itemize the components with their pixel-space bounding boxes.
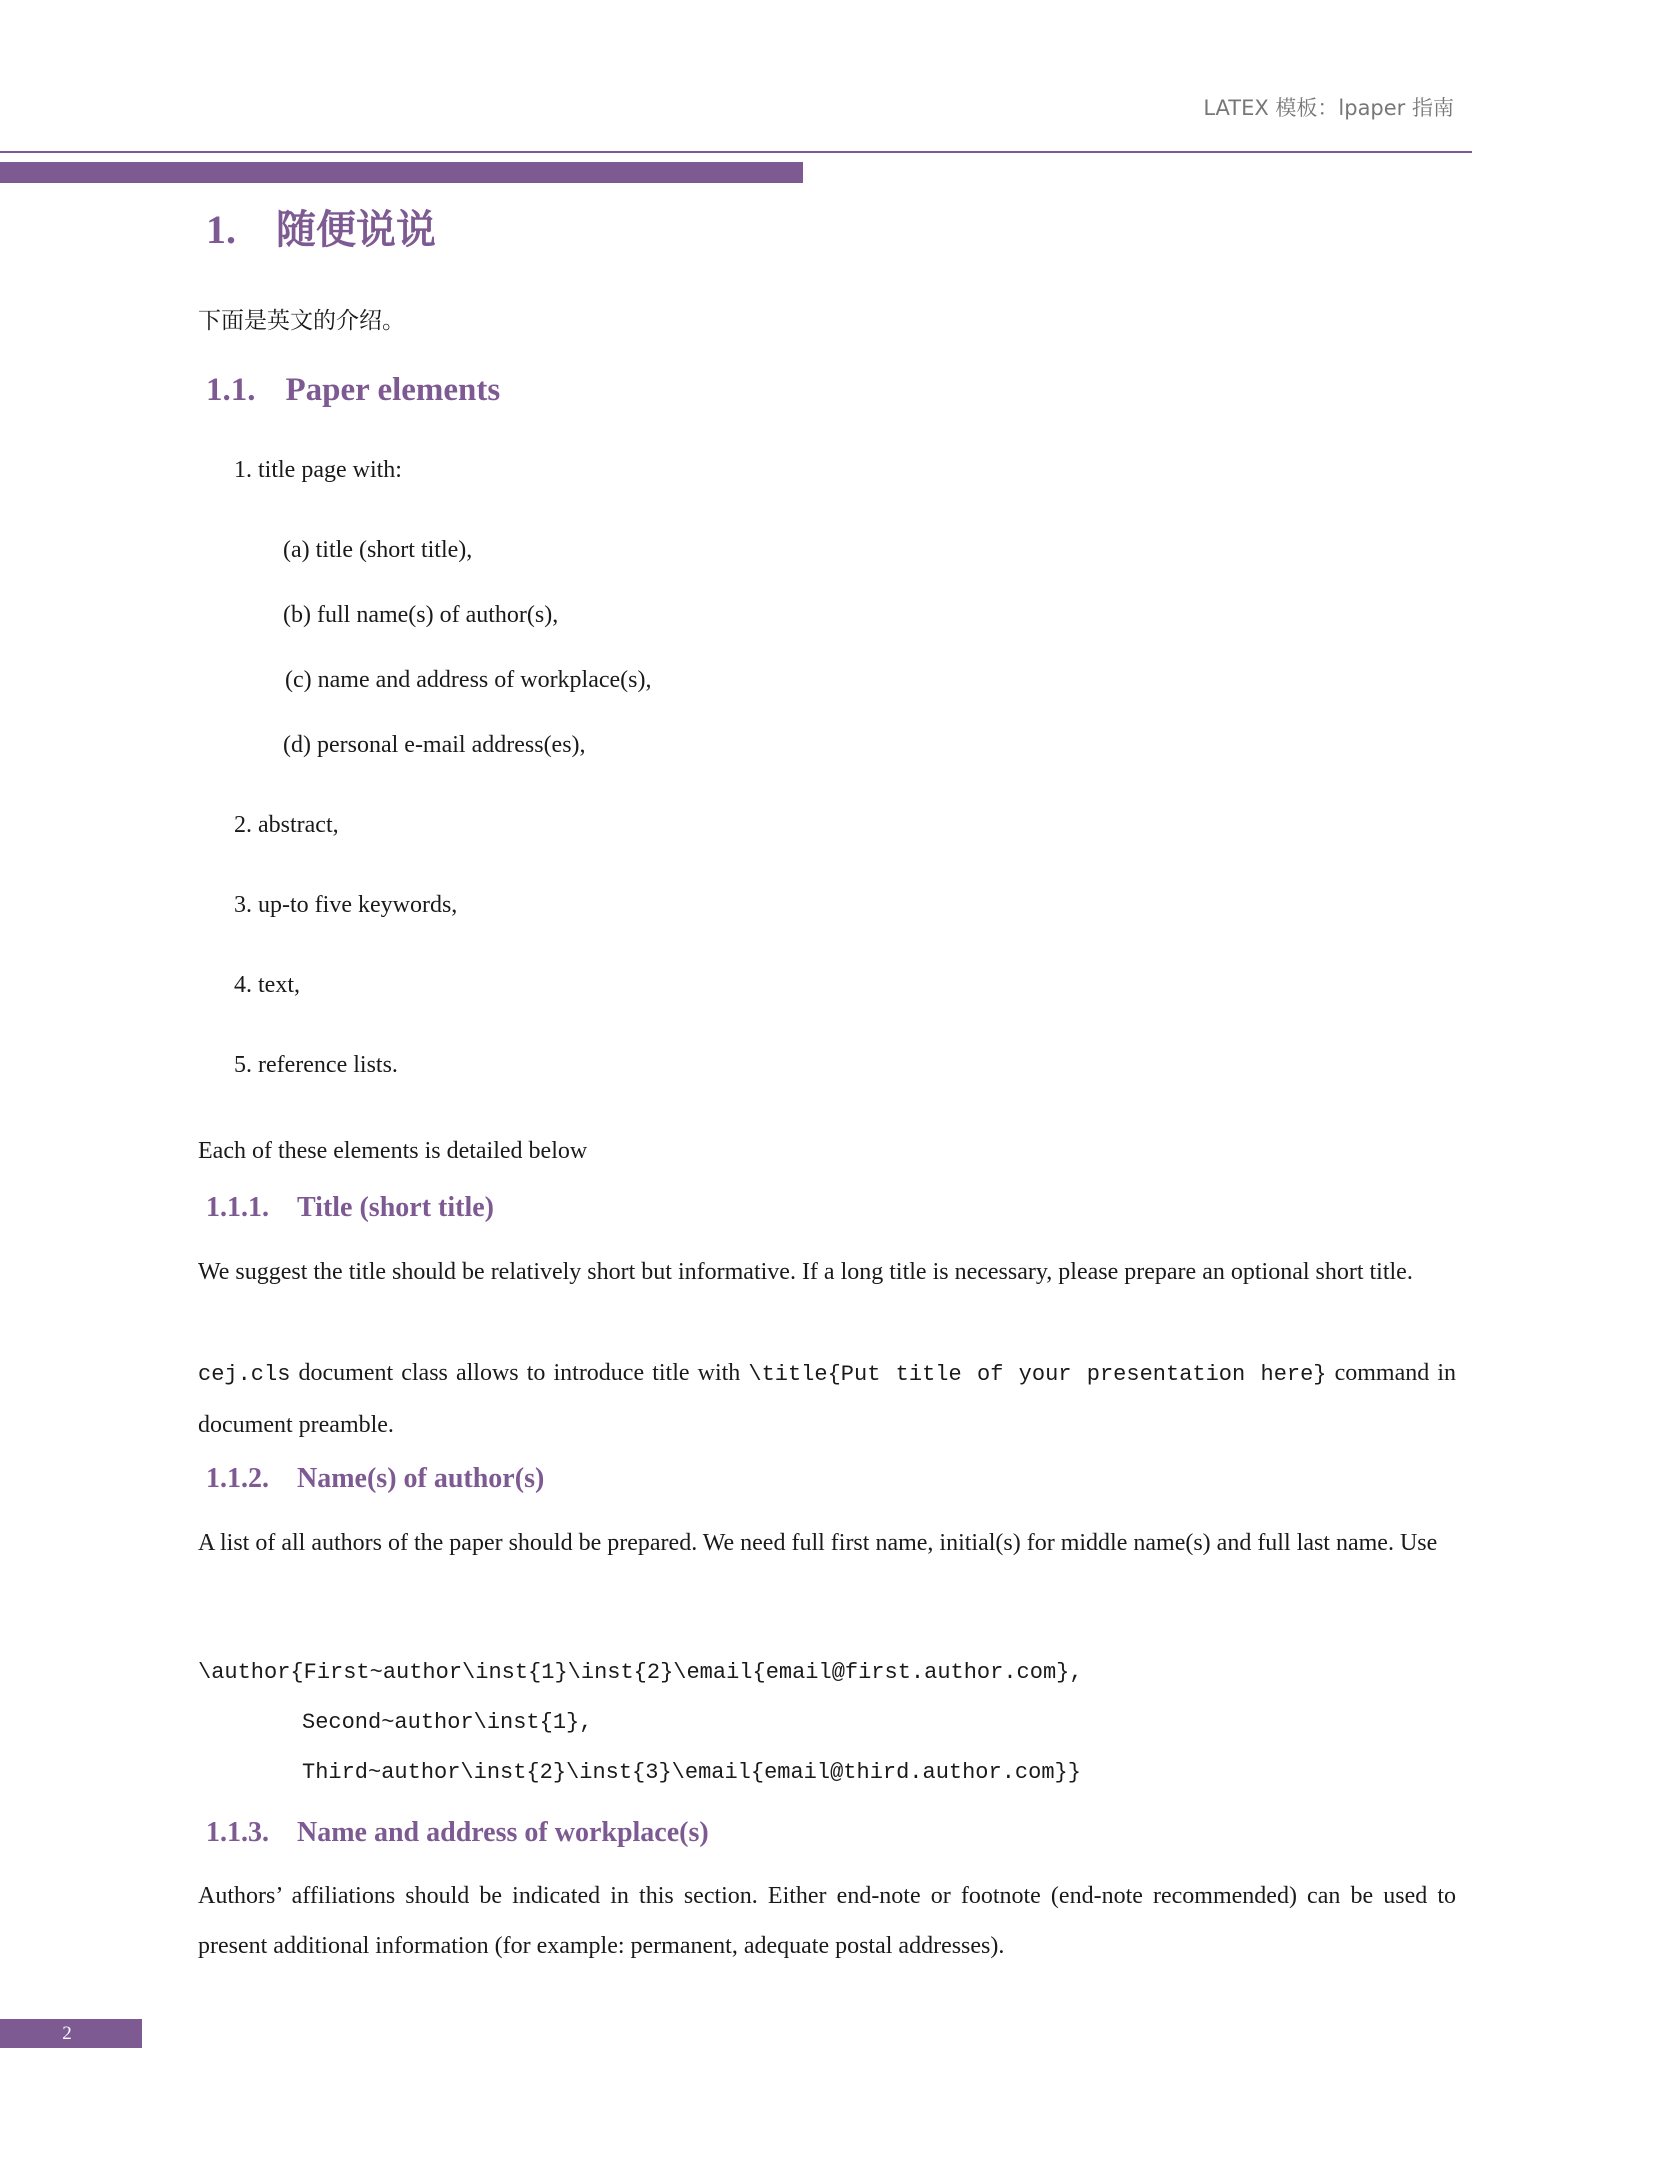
subsubsection-title: Name and address of workplace(s) [297, 1817, 709, 1848]
title-paragraph: We suggest the title should be relatively short but informative. If a long title is necessary, please prepare an optional short title. [198, 1259, 1413, 1285]
title-command-paragraph [198, 1348, 1456, 1450]
list-marker: 3. [234, 892, 252, 918]
list-marker: 1. [234, 457, 252, 483]
running-header: LATEX 模板：lpaper 指南 [1203, 96, 1454, 120]
list-text: reference lists. [258, 1052, 398, 1078]
header-accent-bar [0, 162, 803, 183]
subsection-title: Paper elements [285, 372, 501, 408]
list-text: up-to five keywords, [258, 892, 458, 918]
list-item [234, 972, 300, 999]
list-marker: (b) [283, 602, 311, 628]
subsubsection-heading-1-1-2 [206, 1463, 544, 1495]
list-text: text, [258, 972, 300, 998]
subsubsection-title: Name(s) of author(s) [297, 1463, 545, 1494]
inline-code: \title{Put title of your presentation here} [748, 1362, 1327, 1387]
list-marker: (a) [283, 537, 310, 563]
subsubsection-heading-1-1-1 [206, 1192, 494, 1224]
list-item [234, 1052, 398, 1079]
list-item [234, 812, 339, 839]
sublist-item [283, 732, 586, 759]
subsubsection-number: 1.1.1. [206, 1192, 269, 1223]
inline-code: cej.cls [198, 1362, 291, 1387]
list-item [234, 892, 457, 919]
subsubsection-title: Title (short title) [297, 1192, 494, 1223]
detail-paragraph: Each of these elements is detailed below [198, 1138, 588, 1164]
list-item [234, 457, 402, 484]
list-text: title page with: [258, 457, 402, 483]
code-line: \author{First~author\inst{1}\inst{2}\email{email@first.author.com}, [198, 1660, 1083, 1685]
list-text: name and address of workplace(s), [317, 667, 652, 693]
list-text: full name(s) of author(s), [316, 602, 559, 628]
sublist-item [283, 602, 558, 629]
paragraph-text: document class allows to introduce title with [290, 1360, 749, 1386]
list-marker: (c) [285, 667, 312, 693]
subsubsection-number: 1.1.3. [206, 1817, 269, 1848]
list-marker: (d) [283, 732, 311, 758]
sublist-item [285, 667, 652, 694]
subsection-number: 1.1. [206, 372, 256, 408]
page-number: 2 [62, 2023, 72, 2044]
list-marker: 2. [234, 812, 252, 838]
list-text: personal e-mail address(es), [316, 732, 586, 758]
page-number-badge [0, 2019, 142, 2048]
section-title: 随便说说 [276, 207, 436, 253]
workplace-paragraph: Authors’ affiliations should be indicated in this section. Either end-note or footnote (end-note recommended) can be used to present additional information (for example: permanent, adequate postal addresses). [198, 1883, 1456, 1959]
section-number: 1. [206, 207, 236, 252]
header-rule [0, 151, 1472, 153]
list-marker: 5. [234, 1052, 252, 1078]
list-text: abstract, [258, 812, 339, 838]
code-line: Third~author\inst{2}\inst{3}\email{email@third.author.com}} [302, 1760, 1081, 1785]
paragraph-text: command in document preamble. [198, 1360, 1456, 1438]
list-text: title (short title), [315, 537, 473, 563]
code-line: Second~author\inst{1}, [302, 1710, 593, 1735]
intro-paragraph: 下面是英文的介绍。 [198, 308, 405, 334]
sublist-item [283, 537, 472, 564]
list-marker: 4. [234, 972, 252, 998]
subsubsection-heading-1-1-3 [206, 1817, 709, 1849]
subsection-heading-1-1 [206, 372, 500, 409]
section-heading-1 [206, 198, 436, 255]
subsubsection-number: 1.1.2. [206, 1463, 269, 1494]
author-paragraph: A list of all authors of the paper should be prepared. We need full first name, initial(s) for middle name(s) and full last name. Use [198, 1530, 1438, 1556]
